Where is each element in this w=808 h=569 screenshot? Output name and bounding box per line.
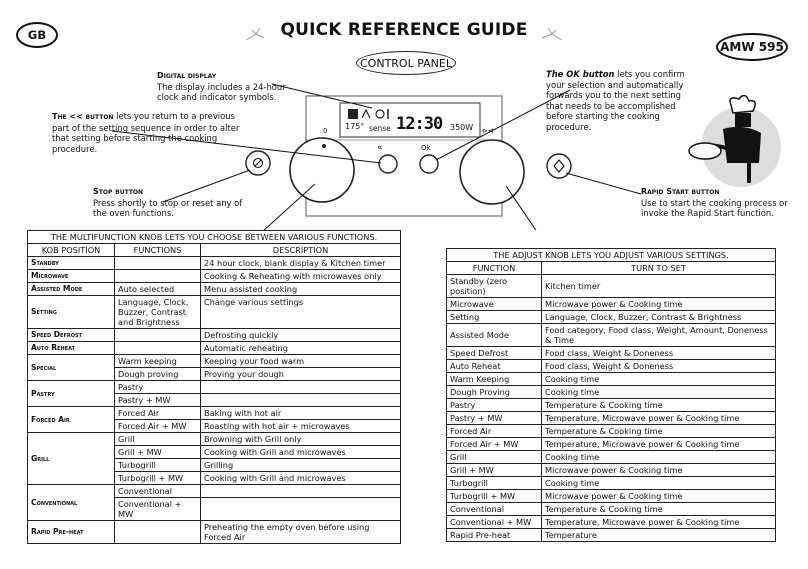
turn-to-set-cell: Kitchen timer (542, 275, 776, 298)
table-row (447, 477, 776, 490)
turn-to-set-cell: Temperature, Microwave power & Cooking time (542, 412, 776, 425)
function-cell: Setting (447, 311, 542, 324)
kob-cell: Pastry (28, 381, 115, 407)
display-sense: sense (369, 124, 391, 133)
callout-text: The display includes a 24-hour clock and indicator symbols. (157, 81, 286, 103)
table-row (28, 342, 401, 355)
description-cell: Grilling (201, 459, 401, 472)
function-cell: Grill + MW (115, 446, 201, 459)
table-row (447, 412, 776, 425)
kob-cell: Auto Reheat (28, 342, 115, 355)
function-cell: Conventional + MW (115, 498, 201, 521)
chef-illustration (683, 95, 783, 193)
kob-cell: Setting (28, 296, 115, 329)
function-cell: Turbogrill + MW (115, 472, 201, 485)
function-cell: Dough proving (115, 368, 201, 381)
table-row (447, 311, 776, 324)
description-cell (201, 485, 401, 498)
model-badge: AMW 595 (716, 33, 788, 61)
function-cell: Rapid Pre-heat (447, 529, 542, 542)
back-button-label[interactable]: « (377, 143, 383, 153)
callout-text: Press shortly to stop or reset any of the oven functions. (93, 197, 243, 219)
kob-cell: Microwave (28, 270, 115, 283)
display-temp: 175° (345, 122, 365, 131)
turn-to-set-cell: Microwave power & Cooking time (542, 464, 776, 477)
function-cell: Pastry + MW (115, 394, 201, 407)
table-row (28, 521, 401, 544)
turn-to-set-cell: Cooking time (542, 477, 776, 490)
table-row (28, 270, 401, 283)
table-row (447, 438, 776, 451)
display-symbols-icon (346, 106, 394, 122)
description-cell: 24 hour clock, blank display & Kitchen timer (201, 257, 401, 270)
table-row (447, 425, 776, 438)
turn-to-set-cell: Cooking time (542, 386, 776, 399)
display-power: 350W (450, 123, 474, 132)
function-cell: Forced Air (115, 407, 201, 420)
kob-cell: Rapid Pre-heat (28, 521, 115, 544)
callout-ok-button (546, 69, 692, 133)
function-cell: Turbogrill (115, 459, 201, 472)
function-cell: Grill (447, 451, 542, 464)
function-cell: Warm Keeping (447, 373, 542, 386)
turn-to-set-cell: Microwave power & Cooking time (542, 490, 776, 503)
table-row (447, 516, 776, 529)
table-row (28, 283, 401, 296)
turn-to-set-cell: Temperature, Microwave power & Cooking time (542, 516, 776, 529)
table-row (447, 275, 776, 298)
function-cell: Grill (115, 433, 201, 446)
turn-to-set-cell: Food class, Weight & Doneness (542, 347, 776, 360)
table-row (447, 399, 776, 412)
turn-to-set-cell: Language, Clock, Buzzer, Contrast & Brightness (542, 311, 776, 324)
table-row (447, 386, 776, 399)
turn-to-set-cell: Cooking time (542, 451, 776, 464)
table-row (447, 451, 776, 464)
table-row (447, 360, 776, 373)
turn-to-set-cell: Temperature (542, 529, 776, 542)
adjust-table (446, 248, 776, 542)
function-cell: Auto selected (115, 283, 201, 296)
function-cell: Standby (zero position) (447, 275, 542, 298)
table-row (28, 296, 401, 329)
function-cell: Pastry (447, 399, 542, 412)
column-header: FUNCTION (447, 262, 542, 275)
function-cell: Speed Defrost (447, 347, 542, 360)
forward-label: ⊳⊲ (482, 127, 494, 135)
function-cell: Turbogrill (447, 477, 542, 490)
table-row (447, 298, 776, 311)
description-cell: Menu assisted cooking (201, 283, 401, 296)
function-cell: Conventional (115, 485, 201, 498)
description-cell: Proving your dough (201, 368, 401, 381)
description-cell: Cooking with Grill and microwaves (201, 472, 401, 485)
callout-digital-display (157, 70, 297, 103)
table-row (28, 433, 401, 446)
kob-cell: Grill (28, 433, 115, 485)
turn-to-set-cell: Food class, Weight & Doneness (542, 360, 776, 373)
description-cell (201, 394, 401, 407)
kob-cell: Forced Air (28, 407, 115, 433)
table-caption: THE ADJUST KNOB LETS YOU ADJUST VARIOUS SETTINGS. (447, 249, 776, 262)
function-cell: Turbogrill + MW (447, 490, 542, 503)
callout-rapid-start (641, 186, 801, 219)
function-cell: Conventional + MW (447, 516, 542, 529)
description-cell (201, 498, 401, 521)
description-cell: Keeping your food warm (201, 355, 401, 368)
column-header: FUNCTIONS (115, 244, 201, 257)
column-header: DESCRIPTION (201, 244, 401, 257)
description-cell: Baking with hot air (201, 407, 401, 420)
callout-heading: The << button (52, 112, 114, 121)
turn-to-set-cell: Temperature & Cooking time (542, 425, 776, 438)
table-row (447, 503, 776, 516)
function-cell: Warm keeping (115, 355, 201, 368)
description-cell: Roasting with hot air + microwaves (201, 420, 401, 433)
description-cell (201, 381, 401, 394)
turn-to-set-cell: Food category, Food class, Weight, Amount, Doneness & Time (542, 324, 776, 347)
description-cell: Change various settings (201, 296, 401, 329)
table-row (447, 373, 776, 386)
turn-to-set-cell: Temperature & Cooking time (542, 503, 776, 516)
function-cell (115, 329, 201, 342)
standby-label: 0 (323, 127, 328, 135)
description-cell: Browning with Grill only (201, 433, 401, 446)
table-row (447, 324, 776, 347)
callout-heading: Rapid Start button (641, 187, 720, 196)
function-cell: Grill + MW (447, 464, 542, 477)
description-cell: Defrosting quickly (201, 329, 401, 342)
column-header: TURN TO SET (542, 262, 776, 275)
ok-button-label[interactable]: Ok (421, 144, 431, 152)
callout-back-button (52, 111, 242, 154)
callout-text: lets you return to a previous part of the setting sequence in order to alter that setting before starting the cooking procedure. (52, 111, 240, 154)
function-cell: Microwave (447, 298, 542, 311)
display-time: 12:30 (396, 114, 443, 134)
turn-to-set-cell: Temperature & Cooking time (542, 399, 776, 412)
control-panel-label: CONTROL PANEL (356, 51, 456, 75)
kob-cell: Speed Defrost (28, 329, 115, 342)
table-row (447, 490, 776, 503)
table-row (28, 355, 401, 368)
function-cell (115, 342, 201, 355)
function-cell: Forced Air + MW (447, 438, 542, 451)
function-cell: Language, Clock, Buzzer, Contrast and Brightness (115, 296, 201, 329)
function-cell: Assisted Mode (447, 324, 542, 347)
page-title: QUICK REFERENCE GUIDE (280, 20, 528, 40)
function-cell (115, 521, 201, 544)
callout-heading: The OK button (546, 69, 615, 79)
description-cell: Preheating the empty oven before using Forced Air (201, 521, 401, 544)
turn-to-set-cell: Temperature, Microwave power & Cooking time (542, 438, 776, 451)
description-cell: Cooking & Reheating with microwaves only (201, 270, 401, 283)
rapid-start-icon[interactable] (552, 159, 566, 173)
table-row (28, 381, 401, 394)
kob-cell: Standby (28, 257, 115, 270)
function-cell: Forced Air (447, 425, 542, 438)
description-cell: Cooking with Grill and microwaves (201, 446, 401, 459)
function-cell: Pastry (115, 381, 201, 394)
callout-heading: Stop button (93, 187, 144, 196)
kob-cell: Conventional (28, 485, 115, 521)
table-row (28, 257, 401, 270)
table-row (28, 407, 401, 420)
stop-icon[interactable] (251, 156, 265, 170)
column-header: KOB POSITION (28, 244, 115, 257)
turn-to-set-cell: Cooking time (542, 373, 776, 386)
function-cell (115, 270, 201, 283)
table-row (447, 347, 776, 360)
callout-stop-button (93, 186, 243, 219)
table-row (447, 529, 776, 542)
function-cell: Conventional (447, 503, 542, 516)
table-row (28, 485, 401, 498)
callout-text: lets you confirm your selection and automatically forwards you to the next setting that needs to be accomplished before starting the cooking procedure. (546, 69, 685, 132)
multifunction-table (27, 230, 401, 544)
table-row (447, 464, 776, 477)
function-cell (115, 257, 201, 270)
function-cell: Pastry + MW (447, 412, 542, 425)
kob-cell: Assisted Mode (28, 283, 115, 296)
description-cell: Automatic reheating (201, 342, 401, 355)
function-cell: Forced Air + MW (115, 420, 201, 433)
function-cell: Auto Reheat (447, 360, 542, 373)
region-badge: GB (16, 22, 58, 48)
table-row (28, 329, 401, 342)
table-caption: THE MULTIFUNCTION KNOB LETS YOU CHOOSE BETWEEN VARIOUS FUNCTIONS. (28, 231, 401, 244)
callout-heading: Digital display (157, 71, 217, 80)
callout-text: Use to start the cooking process or invoke the Rapid Start function. (641, 197, 788, 219)
kob-cell: Special (28, 355, 115, 381)
turn-to-set-cell: Microwave power & Cooking time (542, 298, 776, 311)
function-cell: Dough Proving (447, 386, 542, 399)
